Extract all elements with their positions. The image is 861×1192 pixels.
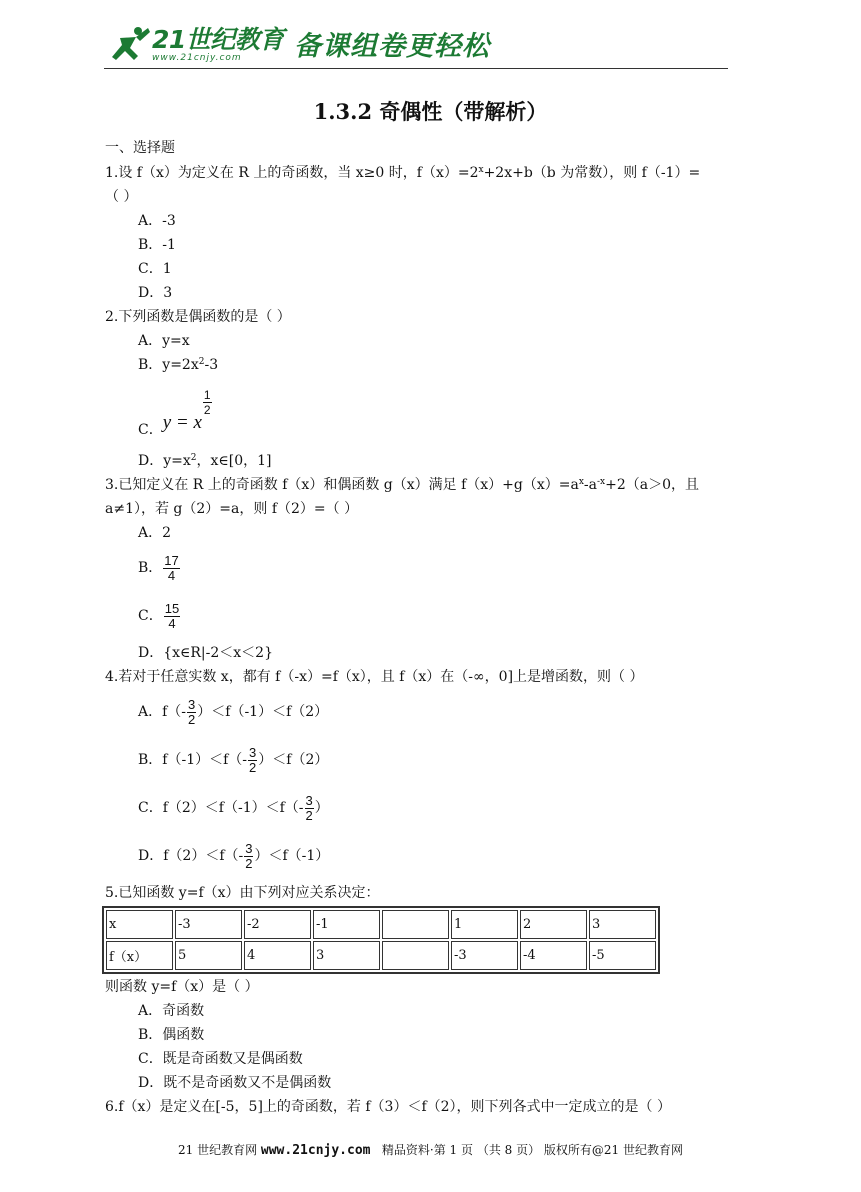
question-6-stem: 6.f（x）是定义在[-5，5]上的奇函数，若 f（3）＜f（2），则下列各式中一定成立的是（ ） — [105, 1099, 671, 1115]
q4-b-post: ）＜f（2） — [258, 752, 329, 768]
q2-option-d — [138, 452, 272, 470]
question-5-stem: 5.已知函数 y=f（x）由下列对应关系决定： — [105, 885, 380, 901]
q1-text-b: +2x+b（b 为常数），则 f（-1）= — [483, 165, 701, 181]
q3-c-label: C． — [138, 608, 163, 624]
q4-option-b — [138, 740, 328, 780]
q3-b-label: B． — [138, 560, 163, 576]
q4-b-den: 2 — [249, 759, 257, 775]
table-cell: -5 — [589, 941, 656, 970]
q3-option-d: D．{x∈R|-2＜x＜2} — [138, 645, 273, 661]
q5-option-c: C．既是奇函数又是偶函数 — [138, 1051, 303, 1067]
footer-pre: 21 世纪教育网 — [178, 1143, 261, 1157]
q2-option-c — [138, 388, 213, 438]
table-cell: 5 — [175, 941, 242, 970]
q2-c-label: C． — [138, 422, 163, 438]
page-header — [104, 18, 728, 72]
q1-option-b: B．-1 — [138, 237, 176, 253]
q4-option-c — [138, 788, 329, 828]
q5-option-d: D．既不是奇函数又不是偶函数 — [138, 1075, 332, 1091]
table-cell: 3 — [313, 941, 380, 970]
q4-d-num: 3 — [245, 840, 253, 856]
q3-option-a: A．2 — [138, 525, 172, 541]
table-cell: -1 — [313, 910, 380, 939]
q4-a-fraction — [187, 698, 196, 727]
q2-d-post: ，x∈[0，1] — [196, 453, 272, 469]
page-title: 1.3.2 奇偶性（带解析） — [313, 99, 548, 124]
q5-option-a: A．奇函数 — [138, 1003, 205, 1019]
q1-option-c: C．1 — [138, 261, 172, 277]
table-cell: -3 — [451, 941, 518, 970]
q4-c-den: 2 — [305, 807, 313, 823]
q3-b-den: 4 — [167, 567, 176, 583]
runner-logo-icon — [108, 24, 152, 64]
q4-b-num: 3 — [249, 744, 257, 760]
table-row — [106, 910, 656, 939]
q3-sup2: -x — [596, 477, 606, 487]
logo-text: 21世纪教育 — [152, 25, 284, 54]
q1-sup: x — [478, 165, 484, 175]
q2-b-text: B．y=2x — [138, 357, 199, 373]
q4-a-pre: A．f（- — [138, 704, 187, 720]
q4-c-pre: C．f（2）＜f（-1）＜f（- — [138, 800, 304, 816]
q3-sup1: x — [578, 477, 584, 487]
table-cell: 3 — [589, 910, 656, 939]
q2-c-den: 2 — [203, 403, 211, 417]
q4-b-fraction — [248, 746, 257, 775]
q4-d-den: 2 — [245, 855, 253, 871]
table-cell: -4 — [520, 941, 587, 970]
table-cell — [382, 910, 449, 939]
q2-d-sup: 2 — [190, 453, 197, 463]
q2-option-a: A．y=x — [138, 333, 190, 349]
q4-a-den: 2 — [188, 711, 196, 727]
q3-option-c — [138, 596, 181, 636]
q3-text-b: +2（a＞0，且 — [605, 477, 700, 493]
q3-mid: -a — [583, 477, 597, 493]
table-row — [106, 941, 656, 970]
q5-option-b: B．偶函数 — [138, 1027, 205, 1043]
q4-b-pre: B．f（-1）＜f（- — [138, 752, 248, 768]
q2-option-b — [138, 356, 218, 374]
table-cell: 1 — [451, 910, 518, 939]
q1-option-d: D．3 — [138, 285, 173, 301]
q1-text-a: 1.设 f（x）为定义在 R 上的奇函数，当 x≥0 时，f（x）=2 — [105, 165, 479, 181]
q3-c-den: 4 — [168, 615, 176, 631]
question-2-stem: 2.下列函数是偶函数的是（ ） — [105, 309, 291, 325]
section-heading: 一、选择题 — [105, 140, 175, 156]
header-divider — [104, 68, 728, 69]
q4-c-fraction — [305, 794, 314, 823]
table-cell: -3 — [175, 910, 242, 939]
q1-option-a: A．-3 — [138, 213, 176, 229]
table-cell: 4 — [244, 941, 311, 970]
q3-c-fraction — [164, 602, 180, 631]
page-footer — [0, 1141, 861, 1158]
q3-b-fraction — [163, 554, 179, 583]
q4-c-num: 3 — [305, 792, 313, 808]
header-slogan: 备课组卷更轻松 — [294, 31, 490, 62]
question-3-stem — [105, 476, 699, 494]
table-cell: 2 — [520, 910, 587, 939]
table-cell: f（x） — [106, 941, 173, 970]
footer-post: 精品资料·第 1 页 （共 8 页） 版权所有@21 世纪教育网 — [370, 1143, 683, 1157]
q2-c-formula: y = x — [162, 412, 202, 433]
table-cell: x — [106, 910, 173, 939]
q3-c-num: 15 — [164, 600, 180, 616]
question-3-stem-cont: a≠1），若 g（2）=a，则 f（2）=（ ） — [105, 501, 359, 517]
q2-c-num: 1 — [203, 388, 211, 402]
question-5-after: 则函数 y=f（x）是（ ） — [105, 979, 259, 995]
q2-c-exponent — [203, 388, 212, 417]
q4-d-post: ）＜f（-1） — [254, 848, 330, 864]
question-1-stem-cont: （ ） — [105, 189, 138, 205]
table-cell: -2 — [244, 910, 311, 939]
q2-b-sup: 2 — [198, 357, 205, 367]
q2-b-post: -3 — [204, 357, 219, 373]
q3-text-a: 3.已知定义在 R 上的奇函数 f（x）和偶函数 g（x）满足 f（x）+g（x）=a — [105, 477, 579, 493]
q4-d-fraction — [244, 842, 253, 871]
footer-site-link[interactable]: www.21cnjy.com — [260, 1143, 371, 1158]
q4-c-post: ） — [314, 800, 329, 816]
q4-a-num: 3 — [188, 696, 196, 712]
q4-option-d — [138, 836, 329, 876]
q2-d-text: D．y=x — [138, 453, 191, 469]
q4-a-post: ）＜f（-1）＜f（2） — [197, 704, 329, 720]
logo-url: www.21cnjy.com — [152, 53, 242, 63]
table-cell — [382, 941, 449, 970]
question-1-stem — [105, 164, 700, 182]
question-4-stem: 4.若对于任意实数 x，都有 f（-x）=f（x），且 f（x）在（-∞，0]上是增函数，则（ ） — [105, 669, 644, 685]
q4-d-pre: D．f（2）＜f（- — [138, 848, 244, 864]
q3-option-b — [138, 548, 181, 588]
mapping-table — [102, 906, 660, 974]
q3-b-num: 17 — [164, 552, 179, 568]
q4-option-a — [138, 692, 328, 732]
